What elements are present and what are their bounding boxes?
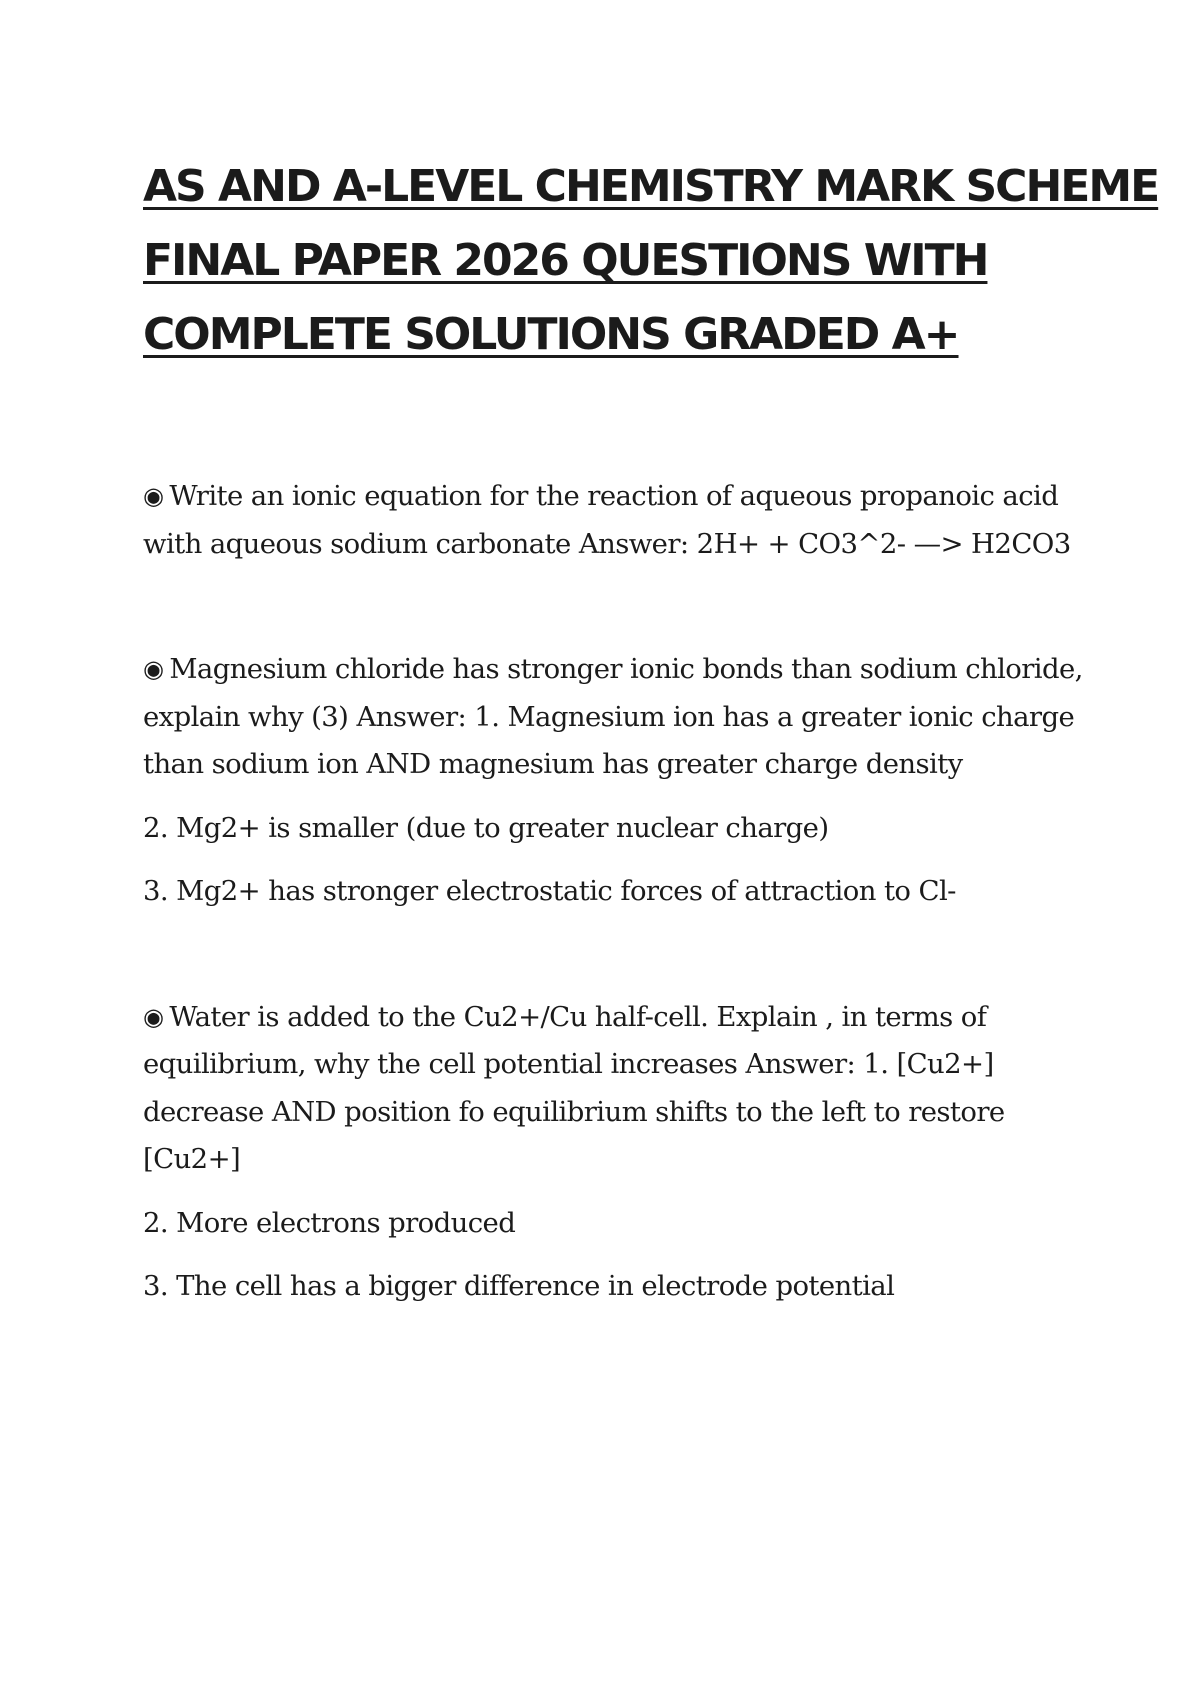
question-text [143, 646, 1083, 789]
bullet-icon: ◉ [143, 482, 164, 510]
answer-point: 2. More electrons produced [143, 1206, 516, 1239]
question-text [143, 473, 1083, 568]
question-item-1 [143, 473, 1083, 568]
question-body: Magnesium chloride has stronger ionic bonds than sodium chloride, explain why (3) Answer: 1. Magnesium ion has a greater ionic charge than sodium ion AND magnesium has greater charge density [143, 653, 1083, 780]
question-body: Write an ionic equation for the reaction of aqueous propanoic acid with aqueous sodium carbonate Answer: 2H+ + CO3^2- —> H2CO3 [143, 480, 1071, 560]
question-item-2 [143, 646, 1083, 916]
answer-point: 3. Mg2+ has stronger electrostatic forces of attraction to Cl- [143, 875, 956, 907]
question-body: Water is added to the Cu2+/Cu half-cell. Explain , in terms of equilibrium, why the cell potential increases Answer: 1. [Cu2+] decrease AND position fo equilibrium shifts to the left to restore [Cu2+] [143, 1000, 1005, 1175]
answer-point: 2. Mg2+ is smaller (due to greater nuclear charge) [143, 811, 829, 844]
document-title [143, 150, 1159, 372]
question-text [143, 994, 1083, 1184]
title-line-2: FINAL PAPER 2026 QUESTIONS WITH [143, 235, 988, 286]
bullet-icon: ◉ [143, 1002, 164, 1031]
answer-point: 3. The cell has a bigger difference in electrode potential [143, 1270, 895, 1302]
question-item-3 [143, 994, 1083, 1311]
bullet-icon: ◉ [143, 655, 164, 683]
question-list [143, 473, 1083, 1311]
title-line-1: AS AND A-LEVEL CHEMISTRY MARK SCHEME [143, 161, 1159, 212]
title-line-3: COMPLETE SOLUTIONS GRADED A+ [143, 309, 959, 360]
